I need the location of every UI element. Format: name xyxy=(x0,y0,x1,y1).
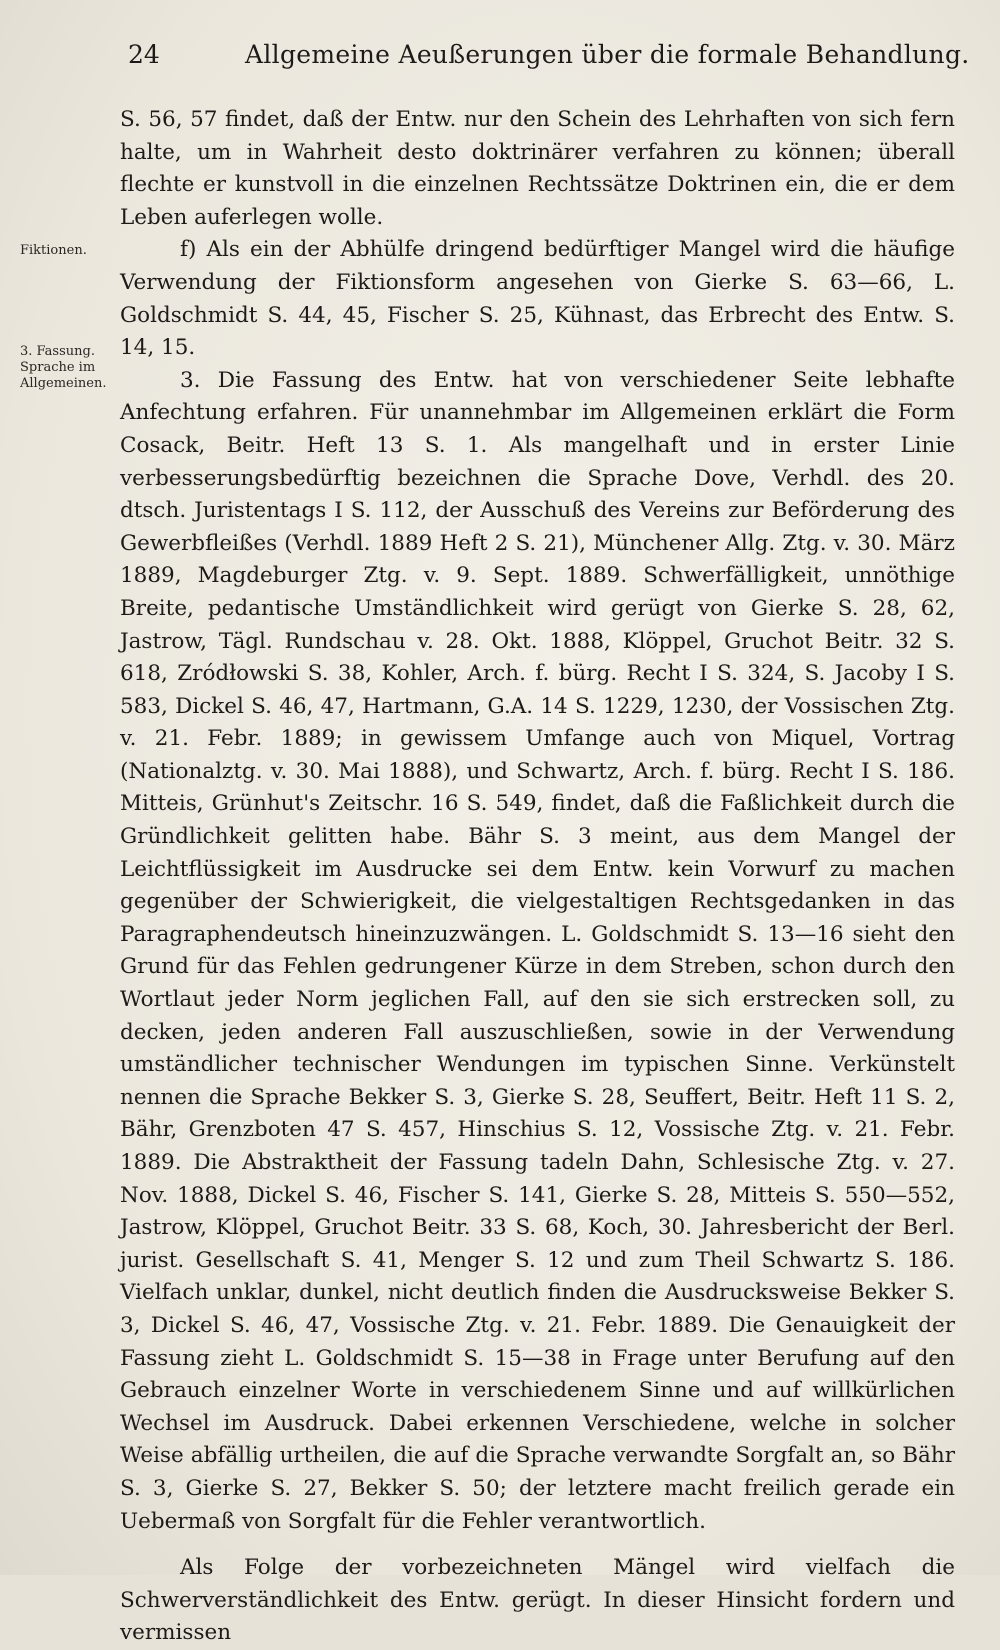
margin-note-fiktionen: Fiktionen. xyxy=(20,243,87,258)
paragraph-schwerverstaendlichkeit: Als Folge der vorbezeichneten Mängel wird vielfach die Schwerverständlichkeit des Entw. gerügt. In dieser Hinsicht fordern und vermissen xyxy=(120,1555,955,1646)
running-head: Allgemeine Aeußerungen über die formale Behandlung. xyxy=(245,40,970,69)
page-number: 24 xyxy=(128,40,160,69)
page-header xyxy=(120,40,970,80)
paragraph-continuation: S. 56, 57 findet, daß der Entw. nur den Schein des Lehrhaften von sich fern halte, um in Wahrheit desto doktrinärer verfahren zu können; überall flechte er kunstvoll in die einzelnen Rechtssätze Doktrinen ein, die er dem Leben auferlegen wolle. xyxy=(120,107,955,230)
margin-note-fassung: 3. Fassung. Sprache im Allgemeinen. xyxy=(20,344,107,391)
body-text xyxy=(120,104,955,1650)
paragraph-fiktionen: f) Als ein der Abhülfe dringend bedürftiger Mangel wird die häufige Verwendung der Fiktionsform angesehen von Gierke S. 63—66, L. Goldschmidt S. 44, 45, Fischer S. 25, Kühnast, das Erbrecht des Entw. S. 14, 15. xyxy=(120,237,955,361)
paragraph-fassung: 3. Die Fassung des Entw. hat von verschiedener Seite lebhafte Anfechtung erfahren. Für unannehmbar im Allgemeinen erklärt die Form Cosack, Beitr. Heft 13 S. 1. Als mangelhaft und in erster Linie verbesserungsbedürftig bezeichnen die Sprache Dove, Verhdl. des 20. dtsch. Juristentags I S. 112, der Ausschuß des Vereins zur Beförderung des Gewerbfleißes (Verhdl. 1889 Heft 2 S. 21), Münchener Allg. Ztg. v. 30. März 1889, Magdeburger Ztg. v. 9. Sept. 1889. Schwerfälligkeit, unnöthige Breite, pedantische Umständlichkeit wird gerügt von Gierke S. 28, 62, Jastrow, Tägl. Rundschau v. 28. Okt. 1888, Klöppel, Gruchot Beitr. 32 S. 618, Zródłowski S. 38, Kohler, Arch. f. bürg. Recht I S. 324, S. Jacoby I S. 583, Dickel S. 46, 47, Hartmann, G.A. 14 S. 1229, 1230, der Vossischen Ztg. v. 21. Febr. 1889; in gewissem Umfange auch von Miquel, Vortrag (Nationalztg. v. 30. Mai 1888), und Schwartz, Arch. f. bürg. Recht I S. 186. Mitteis, Grünhut's Zeitschr. 16 S. 549, findet, daß die Faßlichkeit durch die Gründlichkeit gelitten habe. Bähr S. 3 meint, aus dem Mangel der Leichtflüssigkeit im Ausdrucke sei dem Entw. kein Vorwurf zu machen gegenüber der Schwierigkeit, die vielgestaltigen Rechtsgedanken in das Paragraphendeutsch hineinzuzwängen. L. Goldschmidt S. 13—16 sieht den Grund für das Fehlen gedrungener Kürze in dem Streben, schon durch den Wortlaut jeder Norm jeglichen Fall, auf den sie sich erstrecken soll, zu decken, jeden anderen Fall auszuschließen, sowie in der Verwendung umständlicher technischer Wendungen im typischen Sinne. Verkünstelt nennen die Sprache Bekker S. 3, Gierke S. 28, Seuffert, Beitr. Heft 11 S. 2, Bähr, Grenzboten 47 S. 457, Hinschius S. 12, Vossische Ztg. v. 21. Febr. 1889. Die Abstraktheit der Fassung tadeln Dahn, Schlesische Ztg. v. 27. Nov. 1888, Dickel S. 46, Fischer S. 141, Gierke S. 28, Mitteis S. 550—552, Jastrow, Klöppel, Gruchot Beitr. 33 S. 68, Koch, 30. Jahresbericht der Berl. jurist. Gesellschaft S. 41, Menger S. 12 und zum Theil Schwartz S. 186. Vielfach unklar, dunkel, nicht deutlich finden die Ausdrucksweise Bekker S. 3, Dickel S. 46, 47, Vossische Ztg. v. 21. Febr. 1889. Die Genauigkeit der Fassung zieht L. Goldschmidt S. 15—38 in Frage unter Berufung auf den Gebrauch einzelner Worte in verschiedenem Sinne und auf willkürlichen Wechsel im Ausdruck. Dabei erkennen Verschiedene, welche in solcher Weise abfällig urtheilen, die auf die Sprache verwandte Sorgfalt an, so Bähr S. 3, Gierke S. 27, Bekker S. 50; der letztere macht freilich gerade ein Uebermaß von Sorgfalt für die Fehler verantwortlich. xyxy=(120,367,955,1534)
